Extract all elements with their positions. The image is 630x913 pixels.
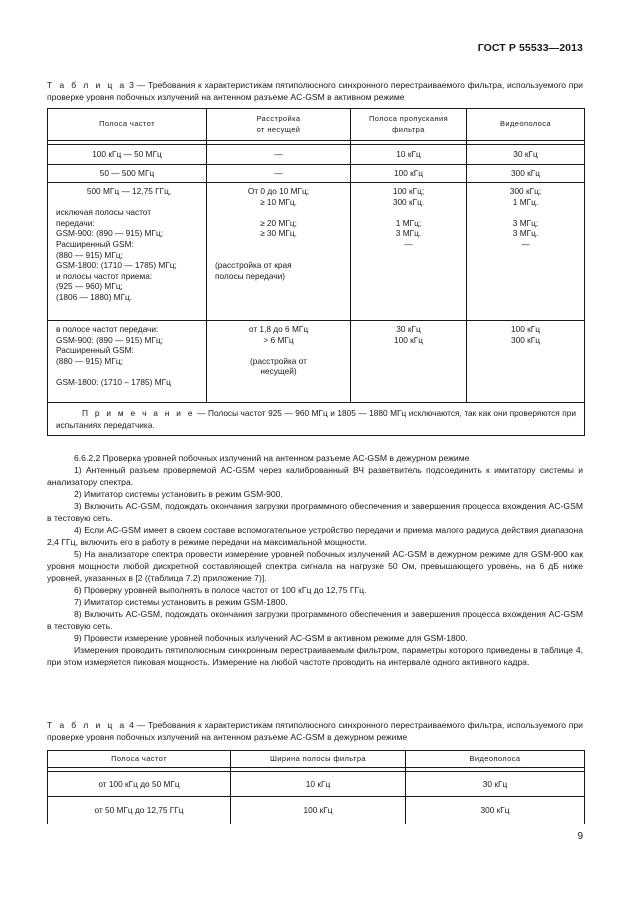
table3-cell-video: 100 кГц 300 кГц bbox=[467, 321, 585, 403]
table3-cell-detune: от 1,8 до 6 МГц > 6 МГц (расстройка от несущей) bbox=[207, 321, 351, 403]
paragraph: 3) Включить AC-GSM, подождать окончания загрузки программного обеспечения и завершения процесса вхождения AC-GSM в тестовую сеть. bbox=[47, 501, 583, 523]
table3-cell-pass: 10 кГц bbox=[351, 145, 467, 165]
paragraph: 7) Имитатор системы установить в режим GSM-1800. bbox=[74, 597, 288, 607]
table4 bbox=[47, 750, 585, 824]
table-row bbox=[48, 797, 585, 824]
paragraph: 4) Если AC-GSM имеет в своем составе вспомогательное устройство передачи и приема малого радиуса действия диапазона 2,4 ГГц, включить его в работу в режиме передачи на максимальной мощности. bbox=[47, 525, 583, 547]
table3-cell-detune: — bbox=[207, 165, 351, 183]
table3-note bbox=[48, 403, 585, 436]
table3 bbox=[47, 108, 585, 436]
table4-caption-text: 4 — Требования к характеристикам пятиполюсного синхронного перестраиваемого фильтра, используемого при проверке уровня побочных излучений на антенном разъеме AC-GSM в дежурном режиме bbox=[47, 720, 583, 742]
page-number: 9 bbox=[577, 831, 583, 842]
table3-cell-pass: 100 кГц bbox=[351, 165, 467, 183]
table3-cell-band: 50 — 500 МГц bbox=[48, 165, 207, 183]
table-row bbox=[48, 772, 585, 797]
table3-header-pass: Полоса пропускания фильтра bbox=[351, 109, 467, 141]
table4-header-video: Видеополоса bbox=[406, 751, 585, 768]
table3-header-band: Полоса частот bbox=[48, 109, 207, 141]
table4-cell-video: 300 кГц bbox=[406, 797, 585, 824]
table4-cell-band: от 100 кГц до 50 МГц bbox=[48, 772, 231, 797]
table3-cell-detune: — bbox=[207, 145, 351, 165]
table3-header-detune: Расстройка от несущей bbox=[207, 109, 351, 141]
table3-caption-text: 3 — Требования к характеристикам пятиполюсного синхронного перестраиваемого фильтра, используемого при проверке уровня побочных излучений на антенном разъеме AC-GSM в активном режиме bbox=[47, 80, 583, 102]
table3-cell-band: 100 кГц — 50 МГц bbox=[48, 145, 207, 165]
table3-cell-video: 300 кГц bbox=[467, 165, 585, 183]
paragraph: 8) Включить AC-GSM, подождать окончания загрузки программного обеспечения и завершения процесса вхождения AC-GSM в тестовую сеть. bbox=[47, 609, 583, 631]
table3-cell-video: 300 кГц; 1 МГц. 3 МГц; 3 МГц. — bbox=[467, 183, 585, 321]
table3-note-lead: П р и м е ч а н и е bbox=[82, 408, 195, 418]
table3-cell-pass: 100 кГц; 300 кГц. 1 МГц; 3 МГц. — bbox=[351, 183, 467, 321]
document-code: ГОСТ Р 55533—2013 bbox=[477, 42, 583, 54]
paragraph: 9) Провести измерение уровней побочных излучений AC-GSM в активном режиме для GSM-1800. bbox=[74, 633, 468, 643]
table4-cell-video: 30 кГц bbox=[406, 772, 585, 797]
procedure-text bbox=[47, 452, 583, 668]
paragraph: 6) Проверку уровней выполнять в полосе частот от 100 кГц до 12,75 ГГц. bbox=[74, 585, 367, 595]
paragraph: Измерения проводить пятиполюсным синхронным перестраиваемым фильтром, параметры которого приведены в таблице 4, при этом измеряется пиковая мощность. Измерение на любой частоте проводить на интервале одного активного кадра. bbox=[47, 645, 583, 667]
table3-caption bbox=[47, 79, 583, 103]
table3-cell-video: 30 кГц bbox=[467, 145, 585, 165]
paragraph: 1) Антенный разъем проверяемой AC-GSM через калиброванный ВЧ разветвитель подсоединить к имитатору системы и анализатору спектра. bbox=[47, 465, 583, 487]
table3-note-text: — Полосы частот 925 — 960 МГц и 1805 — 1880 МГц исключаются, так как они проверяются при испытаниях передатчика. bbox=[56, 408, 576, 431]
table4-cell-width: 100 кГц bbox=[231, 797, 406, 824]
table3-cell-pass: 30 кГц 100 кГц bbox=[351, 321, 467, 403]
paragraph: 5) На анализаторе спектра провести измерение уровней побочных излучений AC-GSM в дежурном режиме для GSM-900 как уровня мощности любой дискретной составляющей спектра сигнала на нагрузке 50 Ом, превышающего уровень, на 6 дБ ниже уровней, указанных в [2 ((таблица 7.2) приложение 7)]. bbox=[47, 549, 583, 583]
table-row bbox=[48, 165, 585, 183]
table-row bbox=[48, 321, 585, 403]
table3-caption-lead: Т а б л и ц а bbox=[47, 80, 127, 90]
table-row bbox=[48, 145, 585, 165]
table3-cell-band: в полосе частот передачи: GSM-900: (890 — 915) МГц; Расширенный GSM: (880 — 915) МГц; GSM-1800: (1710 – 1785) МГц bbox=[48, 321, 207, 403]
paragraph: 6.6.2.2 Проверка уровней побочных излучений на антенном разъеме AC-GSM в дежурном режиме bbox=[74, 453, 470, 463]
table4-cell-width: 10 кГц bbox=[231, 772, 406, 797]
table3-cell-detune: От 0 до 10 МГц; ≥ 10 МГц. ≥ 20 МГц; ≥ 30 МГц. (расстройка от края полосы передачи) bbox=[207, 183, 351, 321]
table4-header-band: Полоса частот bbox=[48, 751, 231, 768]
table4-cell-band: от 50 МГц до 12,75 ГГц bbox=[48, 797, 231, 824]
table3-header-video: Видеополоса bbox=[467, 109, 585, 141]
table4-header-width: Ширина полосы фильтра bbox=[231, 751, 406, 768]
table4-caption bbox=[47, 719, 583, 743]
table3-cell-band: 500 МГц — 12,75 ГГц, исключая полосы частот передачи: GSM-900: (890 — 915) МГц; Расширенный GSM: (880 — 915) МГц; GSM-1800: (1710 — 1785) МГц; и полосы частот приема: (925 — 960) МГц; (1806 — 1880) МГц. bbox=[48, 183, 207, 321]
table4-caption-lead: Т а б л и ц а bbox=[47, 720, 127, 730]
table-row bbox=[48, 183, 585, 321]
paragraph: 2) Имитатор системы установить в режим GSM-900. bbox=[74, 489, 283, 499]
